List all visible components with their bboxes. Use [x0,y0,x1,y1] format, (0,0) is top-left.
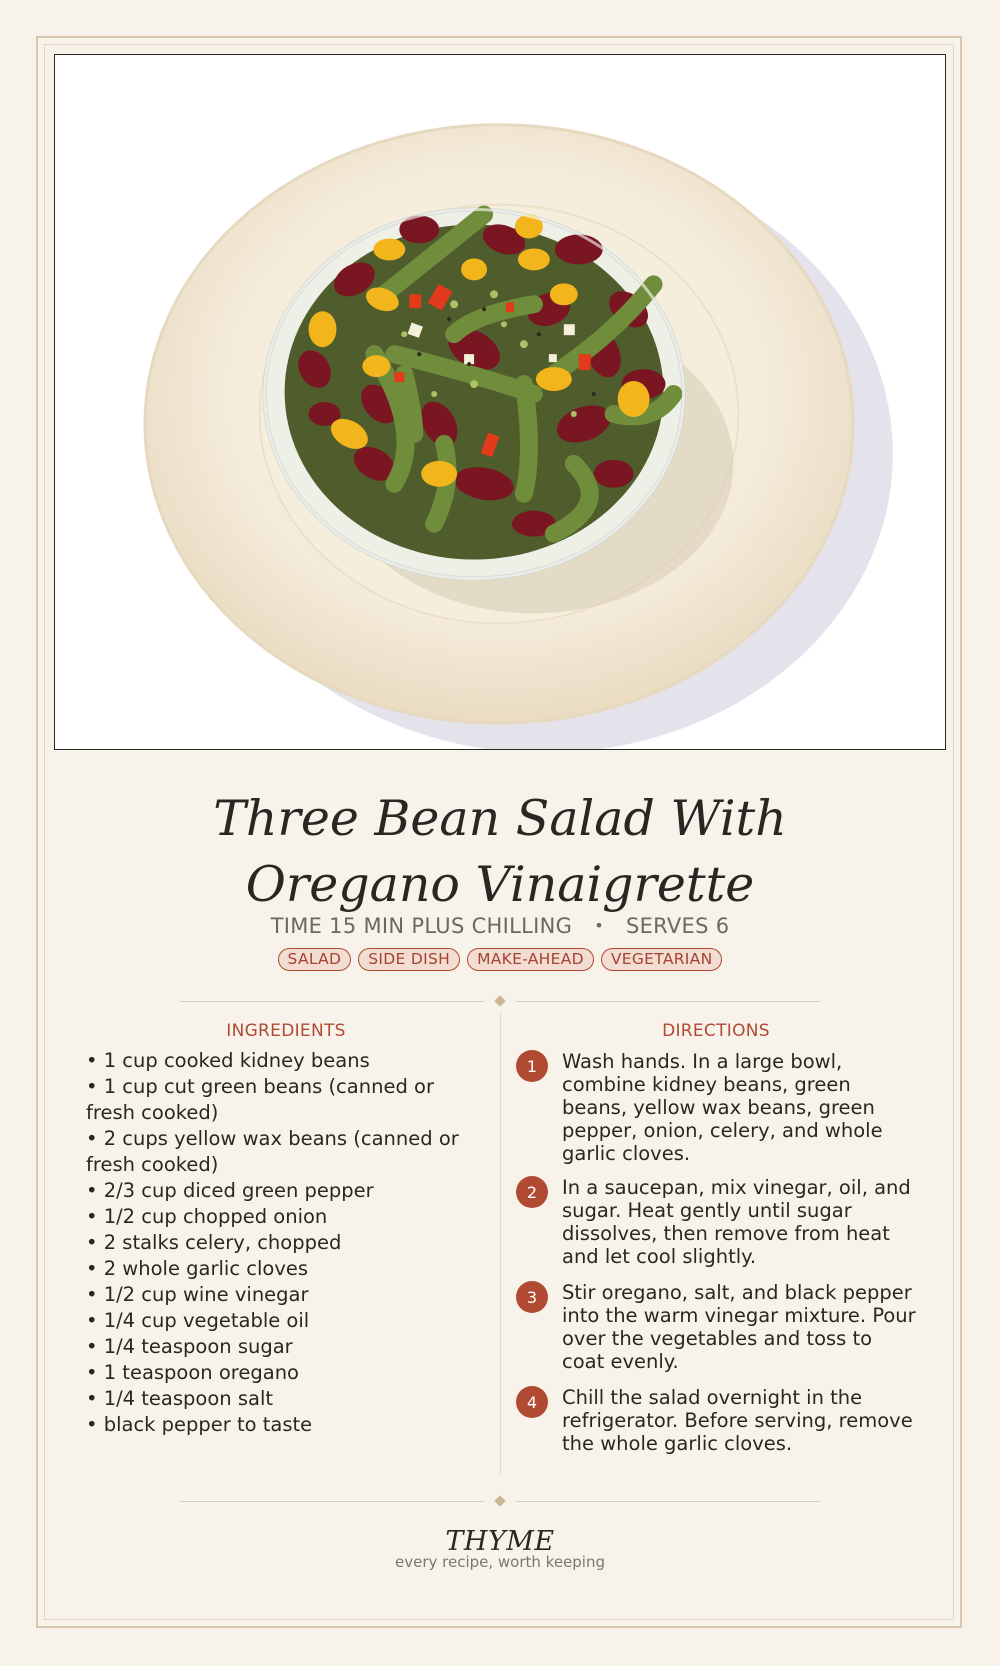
tag-make-ahead[interactable]: MAKE-AHEAD [467,948,594,971]
cook-time: TIME 15 MIN PLUS CHILLING [270,914,573,938]
divider-top [180,994,820,1008]
ingredient-item: • black pepper to taste [86,1413,313,1436]
brand-logo: THYME [445,1526,555,1557]
step-number-badge: 3 [516,1281,548,1313]
directions-list [516,1050,916,1455]
diamond-ornament-icon [494,1495,505,1506]
salad-bowl-illustration [55,55,945,749]
ingredient-item: • 1 teaspoon oregano [86,1361,299,1384]
directions-heading: DIRECTIONS [662,1021,770,1041]
diamond-ornament-icon [494,995,505,1006]
tag-vegetarian[interactable]: VEGETARIAN [601,948,723,971]
step-text: Wash hands. In a large bowl, combine kidney beans, green beans, yellow wax beans, green pepper, onion, celery, and whole garlic cloves. [562,1050,883,1165]
step-text: Chill the salad overnight in the refrigerator. Before serving, remove the whole garlic cloves. [562,1386,913,1455]
ingredient-item: • 2 stalks celery, chopped [86,1231,342,1254]
ingredients-heading: INGREDIENTS [226,1021,346,1041]
ingredient-item: • 1/4 cup vegetable oil [86,1309,310,1332]
ingredient-item: • 1/2 cup chopped onion [86,1205,328,1228]
step-text: In a saucepan, mix vinegar, oil, and sugar. Heat gently until sugar dissolves, then remove from heat and let cool slightly. [562,1176,911,1268]
ingredients-list [86,1048,486,1438]
tag-salad[interactable]: SALAD [278,948,352,971]
recipe-photo [54,54,946,750]
tag-list [0,948,1000,971]
step-text: Stir oregano, salt, and black pepper into the warm vinegar mixture. Pour over the vegetables and toss to coat evenly. [562,1281,916,1373]
recipe-meta [0,914,1000,938]
direction-step [516,1281,916,1373]
step-number-badge: 2 [516,1176,548,1208]
step-number-badge: 4 [516,1386,548,1418]
meta-separator: • [594,916,604,935]
ingredient-item: • 2 cups yellow wax beans (canned or fresh cooked) [86,1127,459,1176]
divider-bottom [180,1494,820,1508]
ingredient-item: • 1 cup cooked kidney beans [86,1049,370,1072]
ingredient-item: • 2 whole garlic cloves [86,1257,309,1280]
direction-step [516,1050,916,1165]
recipe-title: Three Bean Salad With Oregano Vinaigrette [213,790,787,913]
tag-side-dish[interactable]: SIDE DISH [358,948,460,971]
ingredient-item: • 2/3 cup diced green pepper [86,1179,374,1202]
brand-tagline: every recipe, worth keeping [394,1553,605,1571]
step-number-badge: 1 [516,1050,548,1082]
servings: SERVES 6 [625,914,730,938]
direction-step [516,1386,916,1455]
ingredient-item: • 1/4 teaspoon sugar [86,1335,293,1358]
column-divider [500,1012,501,1474]
ingredient-item: • 1/4 teaspoon salt [86,1387,274,1410]
ingredient-item: • 1 cup cut green beans (canned or fresh cooked) [86,1075,434,1124]
direction-step [516,1176,916,1268]
ingredient-item: • 1/2 cup wine vinegar [86,1283,309,1306]
